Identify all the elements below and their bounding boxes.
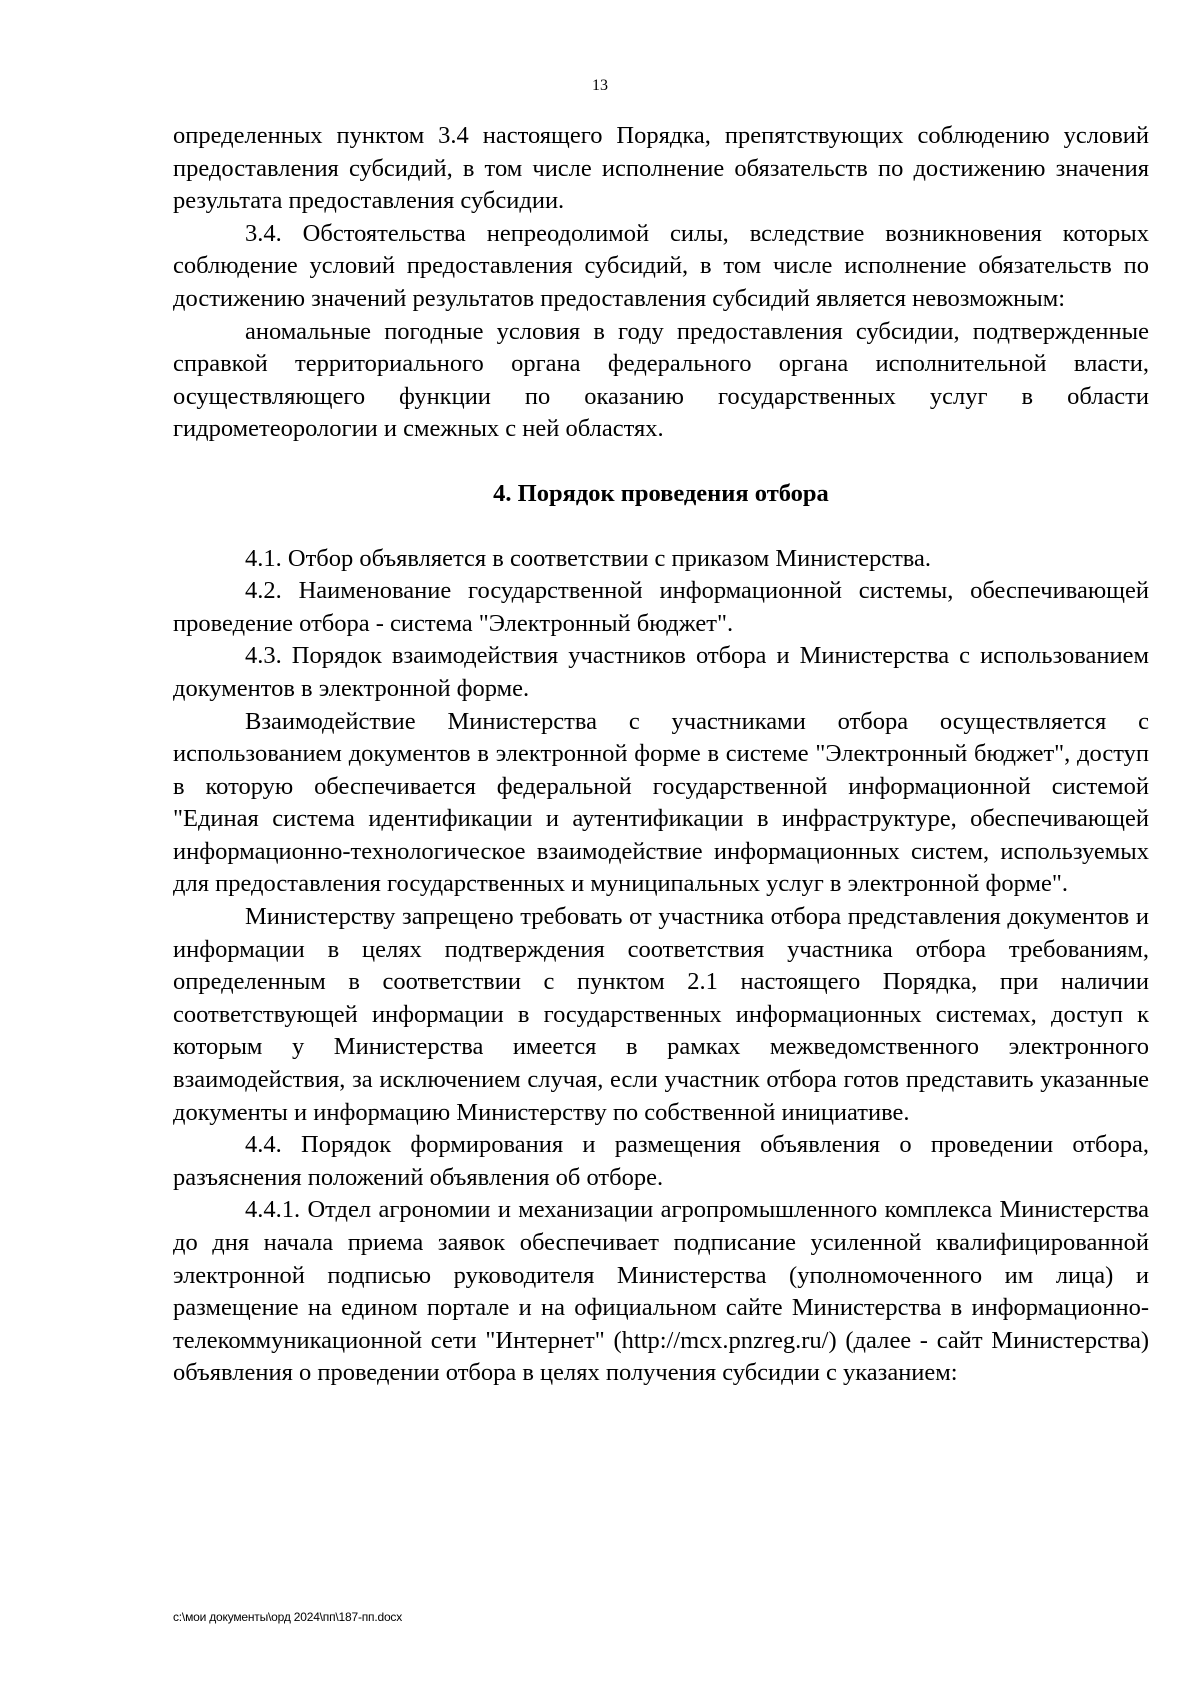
paragraph-prohibition: Министерству запрещено требовать от участника отбора представления документов и информации в целях подтверждения соответствия участника отбора требованиям, определенным в соответствии с пунктом 2.1 настоящего Порядка, при наличии соответствующей информации в государственных информационных системах, доступ к которым у Министерства имеется в рамках межведомственного электронного взаимодействия, за исключением случая, если участник отбора готов представить указанные документы и информацию Министерству по собственной инициативе. — [173, 903, 1149, 1126]
section-heading: 4. Порядок проведения отбора — [493, 479, 829, 507]
file-path-footer: c:\мои документы\орд 2024\пп\187-пп.docx — [173, 1610, 403, 1624]
paragraph-4-3: 4.3. Порядок взаимодействия участников отбора и Министерства с использованием документов в электронной форме. — [173, 642, 1149, 702]
paragraph-3-4: 3.4. Обстоятельства непреодолимой силы, вследствие возникновения которых соблюдение условий предоставления субсидий, в том числе исполнение обязательств по достижению значений результатов предоставления субсидий является невозможным: — [173, 219, 1149, 312]
paragraph-4-2: 4.2. Наименование государственной информационной системы, обеспечивающей проведение отбора - система "Электронный бюджет". — [173, 577, 1149, 637]
paragraph-4-1: 4.1. Отбор объявляется в соответствии с приказом Министерства. — [245, 544, 932, 572]
paragraph-continuation: определенных пунктом 3.4 настоящего Порядка, препятствующих соблюдению условий предоставления субсидий, в том числе исполнение обязательств по достижению значения результата предоставления субсидии. — [173, 122, 1149, 215]
page-number: 13 — [592, 77, 608, 94]
document-body — [173, 120, 1149, 1390]
paragraph-interaction: Взаимодействие Министерства с участниками отбора осуществляется с использованием документов в электронной форме в системе "Электронный бюджет", доступ в которую обеспечивается федеральной государственной информационной системой "Единая система идентификации и аутентификации в инфраструктуре, обеспечивающей информационно-технологическое взаимодействие информационных систем, используемых для предоставления государственных и муниципальных услуг в электронной форме". — [173, 707, 1149, 898]
paragraph-4-4-1: 4.4.1. Отдел агрономии и механизации агропромышленного комплекса Министерства до дня начала приема заявок обеспечивает подписание усиленной квалифицированной электронной подписью руководителя Министерства (уполномоченного им лица) и размещение на едином портале и на официальном сайте Министерства в информационно-телекоммуникационной сети "Интернет" (http://mcx.pnzreg.ru/) (далее - сайт Министерства) объявления о проведении отбора в целях получения субсидии с указанием: — [173, 1196, 1149, 1387]
paragraph-weather-conditions: аномальные погодные условия в году предоставления субсидии, подтвержденные справкой территориального органа федерального органа исполнительной власти, осуществляющего функции по оказанию государственных услуг в области гидрометеорологии и смежных с ней областях. — [173, 317, 1149, 443]
paragraph-4-4: 4.4. Порядок формирования и размещения объявления о проведении отбора, разъяснения положений объявления об отборе. — [173, 1131, 1149, 1191]
